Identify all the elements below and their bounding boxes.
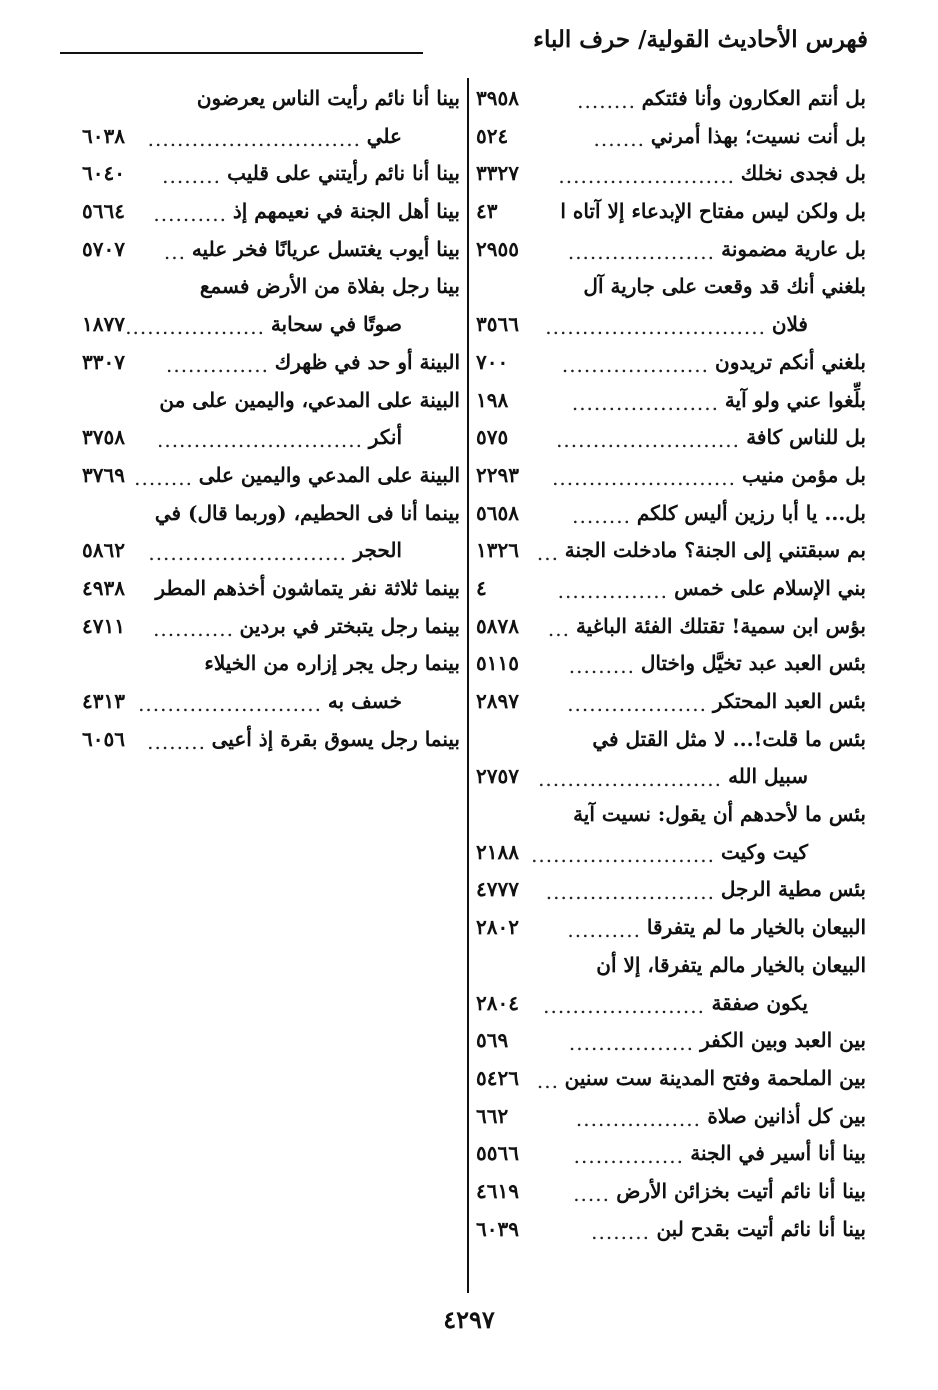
index-entry (476, 608, 866, 646)
entry-text: بل مؤمن منيب (741, 462, 866, 487)
index-column-left (82, 80, 460, 758)
entry-hadith-number: ٤ (476, 575, 487, 600)
entry-leader-dots: ............................. (147, 126, 361, 151)
entry-text: بل أنتم العكارون وأنا فئتكم (641, 86, 866, 110)
entry-hadith-number: ٦٠٤٠ (82, 161, 125, 186)
page-header (60, 22, 868, 62)
index-entry (82, 344, 460, 382)
index-entry (82, 382, 460, 420)
entry-text: البينة على المدعي، واليمين على من (159, 387, 460, 412)
entry-leader-dots: ......................... (531, 842, 715, 867)
entry-leader-dots: ... (163, 239, 186, 264)
entry-hadith-number: ٢٩٥٥ (476, 236, 519, 261)
index-entry (476, 1060, 866, 1098)
index-entry (476, 947, 866, 985)
entry-text: بئس مطية الرجل (720, 877, 866, 902)
page-number: ٤٢٩٧ (443, 1305, 495, 1334)
entry-text: بل فجدى نخلك (740, 161, 866, 186)
index-entry (476, 796, 866, 834)
entry-text: بينا رجل بفلاة من الأرض فسمع (199, 274, 460, 299)
entry-text: بينما رجل يتبختر في بردين (239, 613, 460, 638)
index-entry (476, 457, 866, 495)
entry-text: بينا أنا نائم أتيت بخزائن الأرض (616, 1178, 866, 1203)
entry-hadith-number: ١٩٨ (476, 387, 509, 412)
entry-text: أنكر (368, 425, 402, 450)
entry-hadith-number: ٥٥٦٦ (476, 1141, 519, 1166)
entry-text: بل... يا أبا رزين أليس كلكم (636, 500, 866, 525)
entry-text: بلِّغوا عني ولو آية (724, 387, 866, 412)
entry-text: بينما ثلاثة نفر يتماشون أخذهم المطر (155, 575, 460, 600)
entry-hadith-number: ٦٠٥٦ (82, 726, 125, 751)
entry-leader-dots: ... (547, 616, 570, 641)
entry-leader-dots: ................... (567, 692, 707, 716)
index-entry (476, 419, 866, 457)
entry-text: صوتًا في سحابة (270, 312, 402, 337)
entry-hadith-number: ٢١٨٨ (476, 839, 519, 864)
entry-text: بينما أنا فى الحطيم، (وربما قال) في (154, 500, 460, 525)
entry-text: بينا أهل الجنة في نعيمهم إذ (232, 199, 460, 224)
entry-leader-dots: ............... (557, 578, 668, 603)
index-entry (82, 118, 460, 156)
index-column-right (476, 80, 866, 1248)
entry-hadith-number: ٣٣٢٧ (476, 161, 519, 186)
entry-hadith-number: ٢٨٠٤ (476, 990, 519, 1015)
entry-leader-dots: ......................... (138, 692, 322, 716)
entry-leader-dots: ....... (593, 126, 645, 151)
index-entry (476, 231, 866, 269)
entry-leader-dots: .............................. (545, 315, 766, 340)
entry-text: بينا أنا أسير في الجنة (690, 1141, 866, 1166)
entry-leader-dots: ......... (568, 654, 635, 679)
entry-text: بئس العبد عبد تخيَّل واختال (640, 651, 866, 676)
index-entry (476, 1211, 866, 1249)
entry-leader-dots: ........... (153, 616, 234, 641)
index-entry (476, 80, 866, 118)
index-entry (82, 570, 460, 608)
header-title: فهرس الأحاديث القولية/ حرف الباء (533, 26, 868, 53)
index-entry (82, 306, 460, 344)
entry-text: بينا أنا نائم رأيتني على قليب (227, 161, 460, 186)
entry-hadith-number: ٧٠٠ (476, 349, 509, 374)
entry-text: البينة على المدعي واليمين على (198, 462, 460, 487)
entry-text: البينة أو حد في ظهرك (274, 349, 460, 374)
entry-leader-dots: .................... (571, 390, 719, 415)
entry-hadith-number: ٥٢٤ (476, 123, 509, 148)
entry-text: بل للناس كافة (746, 425, 866, 450)
index-entry (476, 758, 866, 796)
entry-leader-dots: ........................... (148, 541, 347, 566)
entry-text: بئس ما لأحدهم أن يقول: نسيت آية (573, 802, 866, 827)
index-entry (476, 985, 866, 1023)
entry-leader-dots: ..... (573, 1181, 610, 1206)
index-entry (476, 909, 866, 947)
entry-hadith-number: ٣٧٦٩ (82, 462, 125, 487)
entry-hadith-number: ٤٣ (476, 199, 498, 224)
entry-hadith-number: ٢٨٩٧ (476, 689, 519, 713)
index-entry (476, 1022, 866, 1060)
entry-text: بئس ما قلت!... لا مثل القتل في (592, 726, 866, 751)
index-entry (476, 1135, 866, 1173)
entry-leader-dots: ................. (568, 1031, 694, 1056)
entry-text: بين الملحمة وفتح المدينة ست سنين (564, 1065, 866, 1090)
index-entry (476, 306, 866, 344)
entry-text: يكون صفقة (711, 990, 808, 1015)
entry-hadith-number: ١٣٢٦ (476, 538, 519, 563)
entry-leader-dots: ............... (573, 1144, 684, 1169)
entry-leader-dots: ....................... (545, 880, 715, 905)
entry-leader-dots: ........ (572, 503, 631, 528)
entry-hadith-number: ٣٩٥٨ (476, 86, 519, 110)
entry-hadith-number: ٣٥٦٦ (476, 312, 519, 337)
index-entry (82, 608, 460, 646)
index-entry (476, 495, 866, 533)
entry-text: علي (366, 123, 402, 148)
index-entry (476, 268, 866, 306)
entry-hadith-number: ٤٦١٩ (476, 1178, 519, 1203)
index-entry (82, 683, 460, 721)
column-divider (467, 78, 469, 1293)
entry-leader-dots: ......................... (556, 428, 740, 453)
index-entry (82, 155, 460, 193)
index-entry (476, 570, 866, 608)
entry-leader-dots: ...................... (543, 993, 705, 1018)
entry-leader-dots: .............. (165, 352, 269, 377)
index-entry (476, 721, 866, 759)
entry-text: بين كل أذانين صلاة (707, 1103, 866, 1128)
header-rule (60, 52, 423, 54)
entry-hadith-number: ٥٨٦٢ (82, 538, 125, 563)
index-entry (82, 495, 460, 533)
entry-hadith-number: ٢٧٥٧ (476, 764, 519, 789)
index-entry (476, 118, 866, 156)
index-entry (476, 382, 866, 420)
entry-text: بينما رجل يسوق بقرة إذ أعيى (211, 726, 460, 751)
entry-leader-dots: .................... (561, 352, 709, 377)
entry-leader-dots: ........ (147, 729, 206, 754)
entry-leader-dots: .......... (567, 918, 641, 943)
index-entry (82, 419, 460, 457)
entry-hadith-number: ٥٧٥ (476, 425, 509, 450)
entry-leader-dots: ... (536, 541, 559, 566)
entry-hadith-number: ٤٧٧٧ (476, 877, 519, 902)
entry-hadith-number: ٢٨٠٢ (476, 915, 519, 940)
index-entry (476, 344, 866, 382)
entry-hadith-number: ٤٧١١ (82, 613, 125, 638)
entry-hadith-number: ٥١١٥ (476, 651, 519, 676)
entry-leader-dots: ........ (134, 465, 193, 490)
entry-text: البيعان بالخيار مالم يتفرقا، إلا أن (596, 952, 866, 977)
entry-hadith-number: ٦٠٣٨ (82, 123, 125, 148)
entry-text: الحجر (353, 538, 402, 563)
index-entry (476, 683, 866, 721)
entry-hadith-number: ٥٦٥٨ (476, 500, 519, 525)
entry-text: كيت وكيت (720, 839, 808, 864)
entry-text: بينا أنا نائم رأيت الناس يعرضون (196, 86, 460, 110)
entry-text: بم سبقتني إلى الجنة؟ مادخلت الجنة (564, 538, 866, 563)
entry-text: بئس العبد المحتكر (712, 689, 866, 713)
index-entry (476, 871, 866, 909)
entry-leader-dots: ........................ (558, 164, 735, 189)
entry-leader-dots: ........ (577, 89, 636, 113)
entry-hadith-number: ٥٦٦٤ (82, 199, 125, 224)
index-entry (82, 532, 460, 570)
entry-leader-dots: ......................... (552, 465, 736, 490)
entry-text: بلغني أنكم تريدون (715, 349, 866, 374)
entry-hadith-number: ٥٨٧٨ (476, 613, 519, 638)
index-entry (82, 231, 460, 269)
entry-hadith-number: ٥٦٩ (476, 1028, 509, 1053)
entry-text: بينا أيوب يغتسل عريانًا فخر عليه (191, 236, 460, 261)
entry-text: سبيل الله (728, 764, 808, 789)
entry-text: فلان (771, 312, 808, 337)
index-entry (476, 645, 866, 683)
entry-leader-dots: .......... (153, 202, 227, 227)
entry-leader-dots: ............................ (156, 428, 363, 453)
entry-hadith-number: ٢٢٩٣ (476, 462, 519, 487)
entry-hadith-number: ٦٠٣٩ (476, 1216, 519, 1241)
entry-text: بلغني أنك قد وقعت على جارية آل (583, 274, 866, 299)
entry-text: بل ولكن ليس مفتاح الإبدعاء إلا آتاه ا (560, 199, 866, 224)
entry-leader-dots: ........ (591, 1219, 650, 1244)
entry-leader-dots: ........ (162, 164, 221, 189)
entry-hadith-number: ١٨٧٧ (82, 312, 125, 337)
entry-hadith-number: ٥٤٢٦ (476, 1065, 519, 1090)
entry-hadith-number: ٦٦٢ (476, 1103, 509, 1128)
index-entry (476, 1098, 866, 1136)
entry-hadith-number: ٥٧٠٧ (82, 236, 125, 261)
entry-text: بؤس ابن سمية! تقتلك الفئة الباغية (575, 613, 866, 638)
index-entry (476, 155, 866, 193)
entry-leader-dots: .................... (567, 239, 715, 264)
entry-text: بل عارية مضمونة (721, 236, 866, 261)
index-entry (82, 268, 460, 306)
entry-hadith-number: ٣٧٥٨ (82, 425, 125, 450)
entry-text: خسف به (327, 689, 402, 713)
entry-leader-dots: ................... (125, 315, 265, 340)
entry-text: بينما رجل يجر إزاره من الخيلاء (204, 651, 460, 676)
entry-leader-dots: ... (536, 1068, 559, 1093)
entry-text: بينا أنا نائم أتيت بقدح لبن (656, 1216, 866, 1241)
entry-leader-dots: ......................... (538, 767, 722, 792)
entry-leader-dots: ................. (575, 1106, 701, 1131)
index-entry (476, 532, 866, 570)
index-entry (82, 645, 460, 683)
index-entry (82, 80, 460, 118)
entry-text: بل أنت نسيت؛ بهذا أمرني (650, 123, 866, 148)
index-entry (476, 834, 866, 872)
entry-text: البيعان بالخيار ما لم يتفرقا (646, 915, 866, 940)
index-entry (476, 193, 866, 231)
entry-hadith-number: ٣٣٠٧ (82, 349, 125, 374)
entry-hadith-number: ٤٣١٣ (82, 689, 125, 713)
index-entry (82, 721, 460, 759)
index-entry (82, 193, 460, 231)
index-entry (82, 457, 460, 495)
entry-text: بين العبد وبين الكفر (700, 1028, 866, 1053)
entry-text: بني الإسلام على خمس (674, 575, 866, 600)
index-entry (476, 1173, 866, 1211)
entry-hadith-number: ٤٩٣٨ (82, 575, 125, 600)
